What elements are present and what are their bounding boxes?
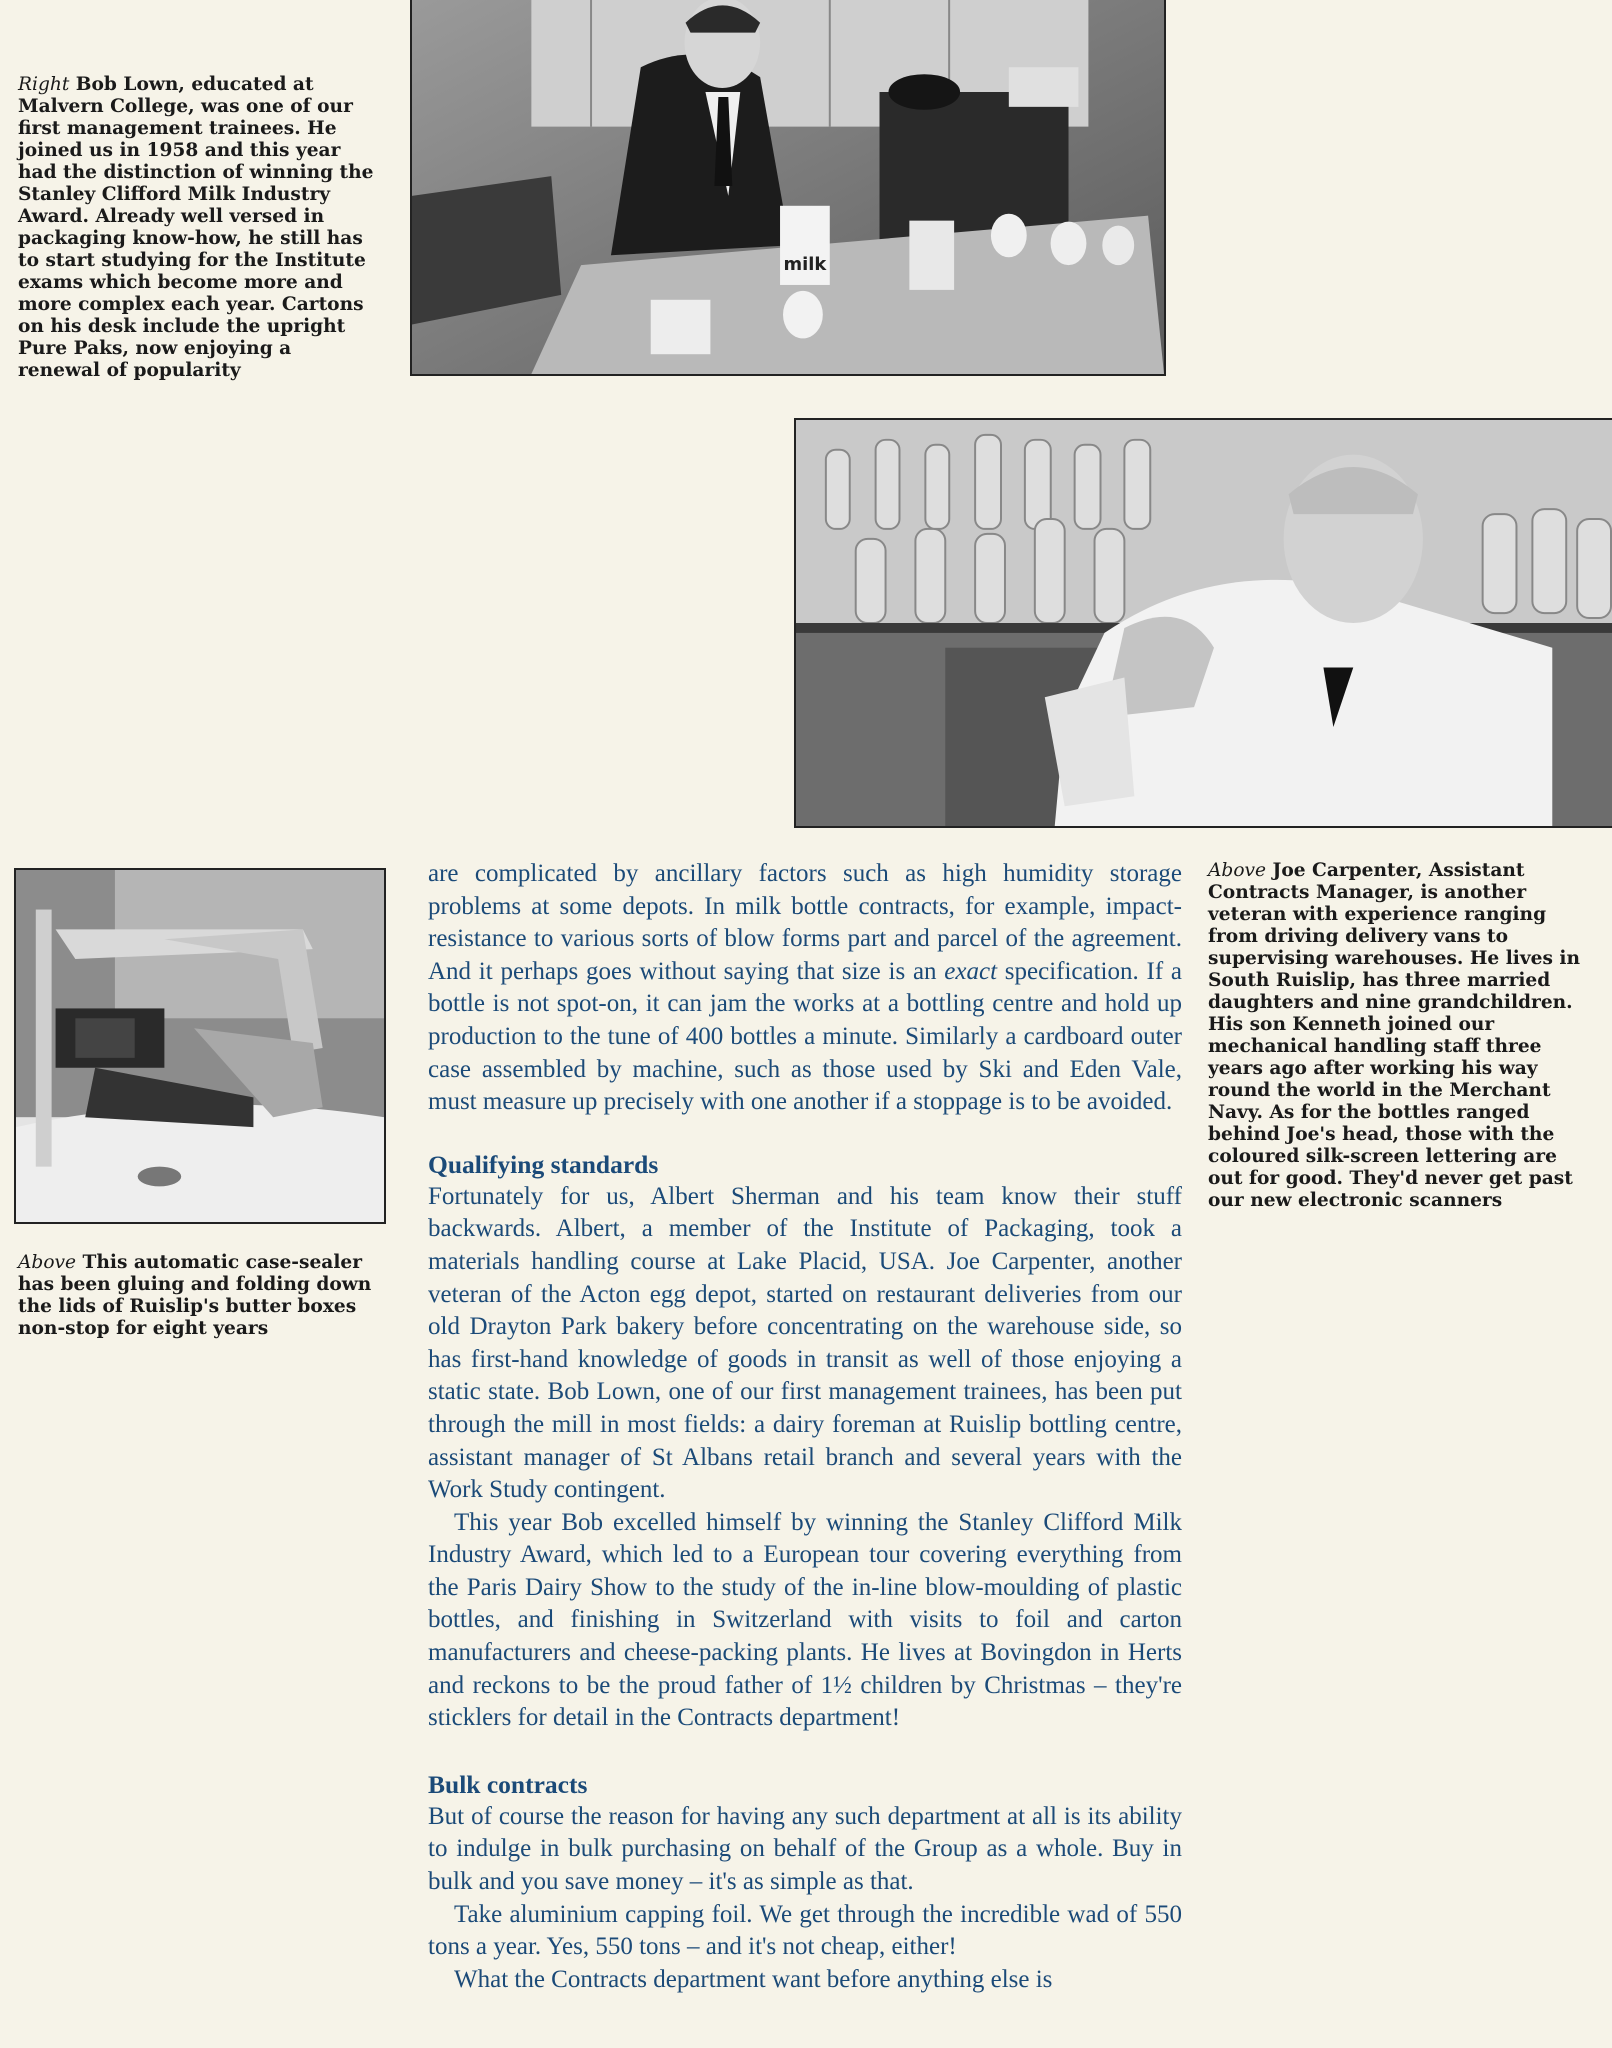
article-paragraph: are complicated by ancillary factors such as high humidity storage problems at some depots. In milk bottle contracts, for example, impact-resistance to various sorts of blow forms part and parcel of the agreement. And it perhaps goes without saying that size is an exact specification. If a bottle is not spot-on, it can jam the works at a bottling centre and hold up production to the tune of 400 bottles a minute. Similarly a cardboard outer case assembled by machine, such as those used by Ski and Eden Vale, must measure up precisely with one another if a stoppage is to be avoided. <box>428 860 1182 1116</box>
carton-label: milk <box>783 254 827 276</box>
article-body <box>428 858 1182 1996</box>
photo-joe-carpenter <box>794 418 1612 828</box>
article-paragraph: This year Bob excelled himself by winning the Stanley Clifford Milk Industry Award, which led to a European tour covering everything from the Paris Dairy Show to the study of the in-line blow-moulding of plastic bottles, and finishing in Switzerland with visits to foil and carton manufacturers and cheese-packing plants. He lives at Bovingdon in Herts and reckons to be the proud father of 1½ children by Christmas – they're sticklers for detail in the Contracts department! <box>428 1508 1182 1732</box>
caption-joe-carpenter <box>1208 860 1582 1212</box>
caption-text: Joe Carpenter, Assistant Contracts Manager, is another veteran with experience ranging from driving delivery vans to supervising warehouses. He lives in South Ruislip, has three married daughters and nine grandchildren. His son Kenneth joined our mechanical handling staff three years ago after working his way round the world in the Merchant Navy. As for the bottles ranged behind Joe's head, those with the coloured silk-screen lettering are out for good. They'd never get past our new electronic scanners <box>1208 860 1580 1211</box>
caption-text: Bob Lown, educated at Malvern College, was one of our first management trainees. He joined us in 1958 and this year had the distinction of winning the Stanley Clifford Milk Industry Award. Already well versed in packaging know-how, he still has to start studying for the Institute exams which become more and more complex each year. Cartons on his desk include the upright Pure Paks, now enjoying a renewal of popularity <box>18 74 374 381</box>
caption-lead: Above <box>18 1252 77 1273</box>
article-paragraph: What the Contracts department want before anything else is <box>454 1965 1053 1993</box>
caption-lead: Above <box>1208 860 1267 881</box>
photo-case-sealer-image <box>16 870 384 1222</box>
emphasis-exact: exact <box>944 957 998 985</box>
caption-case-sealer <box>18 1252 378 1340</box>
article-paragraph: But of course the reason for having any such department at all is its ability to indulge in bulk purchasing on behalf of the Group as a whole. Buy in bulk and you save money – it's as simple as that. <box>428 1802 1182 1896</box>
article-paragraph: Fortunately for us, Albert Sherman and his team know their stuff backwards. Albert, a member of the Institute of Packaging, took a materials handling course at Lake Placid, USA. Joe Carpenter, another veteran of the Acton egg depot, started on restaurant deliveries from our old Drayton Park bakery before concentrating on the warehouse side, so has first-hand knowledge of goods in transit as well of those enjoying a static state. Bob Lown, one of our first management trainees, has been put through the mill in most fields: a dairy foreman at Ruislip bottling centre, assistant manager of St Albans retail branch and several years with the Work Study contingent. <box>428 1182 1182 1504</box>
photo-case-sealer <box>14 868 386 1224</box>
caption-text: This automatic case-sealer has been gluing and folding down the lids of Ruislip's butter boxes non-stop for eight years <box>18 1252 372 1339</box>
photo-joe-carpenter-image <box>796 420 1612 826</box>
heading-bulk-contracts: Bulk contracts <box>428 1769 588 1799</box>
heading-qualifying-standards: Qualifying standards <box>428 1149 659 1179</box>
article-paragraph: Take aluminium capping foil. We get through the incredible wad of 550 tons a year. Yes, 550 tons – and it's not cheap, either! <box>428 1900 1182 1961</box>
photo-bob-lown <box>410 0 1166 376</box>
caption-bob-lown <box>18 74 378 382</box>
photo-bob-lown-image <box>412 0 1164 374</box>
caption-lead: Right <box>18 74 70 95</box>
